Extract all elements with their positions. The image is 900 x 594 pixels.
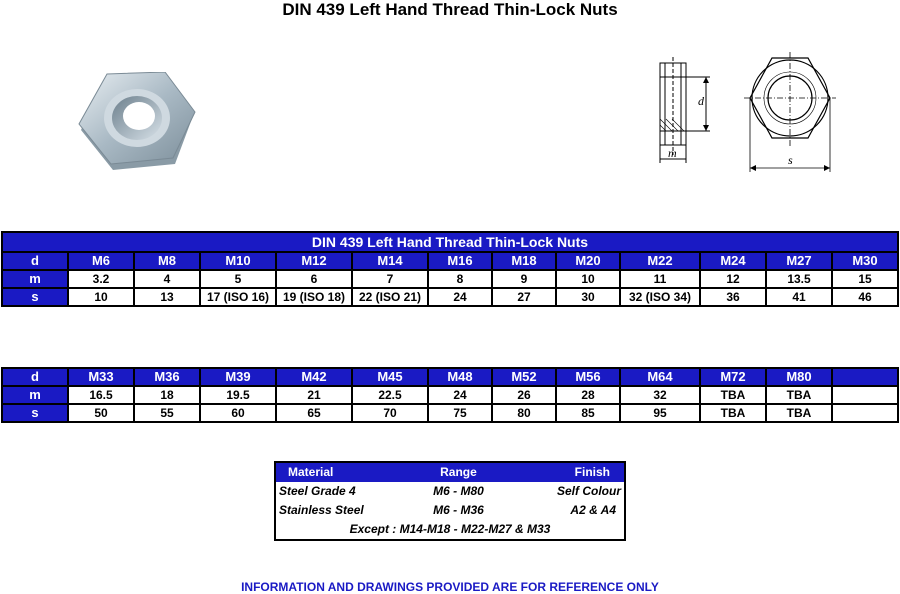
dimensions-table-1: [1, 231, 899, 307]
table-cell: 10: [68, 288, 134, 306]
table-cell: 27: [492, 288, 556, 306]
label-d: d: [698, 94, 704, 108]
size-header-cell: M42: [276, 368, 352, 386]
table-cell: 8: [428, 270, 492, 288]
front-view-drawing: [740, 50, 840, 175]
label-m: m: [668, 146, 677, 160]
table-cell: TBA: [700, 386, 766, 404]
table2-row-s: [2, 404, 898, 422]
material-note: Except : M14-M18 - M22-M27 & M33: [349, 522, 551, 536]
table-cell: 85: [556, 404, 620, 422]
table-cell: 32 (ISO 34): [620, 288, 700, 306]
size-header-cell: M80: [766, 368, 832, 386]
size-header-cell: M27: [766, 252, 832, 270]
material-range: M6 - M36: [433, 503, 484, 517]
table-cell: 6: [276, 270, 352, 288]
disclaimer-footer: INFORMATION AND DRAWINGS PROVIDED ARE FOR REFERENCE ONLY: [241, 580, 659, 594]
material-finish: A2 & A4: [570, 503, 616, 517]
material-finish: Self Colour: [556, 484, 621, 498]
table-cell: [832, 404, 898, 422]
table-cell: TBA: [766, 404, 832, 422]
size-header-cell: M64: [620, 368, 700, 386]
table-cell: 10: [556, 270, 620, 288]
material-range: M6 - M80: [433, 484, 484, 498]
table-cell: 28: [556, 386, 620, 404]
material-note-row: [275, 520, 625, 540]
size-header-cell: M24: [700, 252, 766, 270]
row-label: m: [2, 386, 68, 404]
material-name: Stainless Steel: [279, 503, 364, 517]
table-cell: TBA: [700, 404, 766, 422]
table-cell: 50: [68, 404, 134, 422]
size-header-cell: M20: [556, 252, 620, 270]
table-cell: 15: [832, 270, 898, 288]
material-name: Steel Grade 4: [279, 484, 356, 498]
hex-nut-image: [75, 72, 200, 177]
size-header-cell: M52: [492, 368, 556, 386]
table-cell: 36: [700, 288, 766, 306]
size-header-cell: M72: [700, 368, 766, 386]
table-cell: 60: [200, 404, 276, 422]
size-header-cell: M10: [200, 252, 276, 270]
table-cell: 22.5: [352, 386, 428, 404]
table-cell: 55: [134, 404, 200, 422]
size-header-cell: M14: [352, 252, 428, 270]
size-header-cell: M30: [832, 252, 898, 270]
side-view-drawing: [640, 55, 720, 170]
table-cell: 5: [200, 270, 276, 288]
table-cell: 4: [134, 270, 200, 288]
size-header-cell: M22: [620, 252, 700, 270]
table-cell: 11: [620, 270, 700, 288]
table-cell: 9: [492, 270, 556, 288]
size-header-cell: M8: [134, 252, 200, 270]
table2-row-d: [2, 368, 898, 386]
size-header-cell: M39: [200, 368, 276, 386]
row-label: d: [2, 368, 68, 386]
table-cell: 22 (ISO 21): [352, 288, 428, 306]
table-cell: 46: [832, 288, 898, 306]
table-cell: 16.5: [68, 386, 134, 404]
table-caption: DIN 439 Left Hand Thread Thin-Lock Nuts: [2, 232, 898, 252]
table-cell: 24: [428, 386, 492, 404]
table-cell: 18: [134, 386, 200, 404]
size-header-cell: M48: [428, 368, 492, 386]
table-cell: 13: [134, 288, 200, 306]
table-cell: 80: [492, 404, 556, 422]
table-cell: 95: [620, 404, 700, 422]
table-cell: 24: [428, 288, 492, 306]
table-cell: 17 (ISO 16): [200, 288, 276, 306]
header-finish: Finish: [506, 462, 625, 482]
size-header-cell: M12: [276, 252, 352, 270]
table-cell: 32: [620, 386, 700, 404]
table-cell: 13.5: [766, 270, 832, 288]
table-cell: 21: [276, 386, 352, 404]
row-label: s: [2, 288, 68, 306]
size-header-cell: M45: [352, 368, 428, 386]
size-header-cell: M18: [492, 252, 556, 270]
page-title: DIN 439 Left Hand Thread Thin-Lock Nuts: [282, 0, 618, 19]
size-header-cell: [832, 368, 898, 386]
table-cell: 19 (ISO 18): [276, 288, 352, 306]
material-row: [275, 482, 625, 501]
materials-table: [274, 461, 626, 541]
table1-row-d: [2, 252, 898, 270]
size-header-cell: M16: [428, 252, 492, 270]
header-material: Material: [275, 462, 411, 482]
table-cell: 65: [276, 404, 352, 422]
size-header-cell: M36: [134, 368, 200, 386]
materials-header-row: [275, 462, 625, 482]
table-cell: 3.2: [68, 270, 134, 288]
table-cell: 30: [556, 288, 620, 306]
table-cell: 7: [352, 270, 428, 288]
table-cell: 75: [428, 404, 492, 422]
size-header-cell: M6: [68, 252, 134, 270]
label-s: s: [788, 153, 793, 167]
material-row: [275, 501, 625, 520]
size-header-cell: M33: [68, 368, 134, 386]
table1-row-m: [2, 270, 898, 288]
row-label: s: [2, 404, 68, 422]
table-cell: 19.5: [200, 386, 276, 404]
header-range: Range: [411, 462, 506, 482]
table-cell: 12: [700, 270, 766, 288]
table1-row-s: [2, 288, 898, 306]
table-cell: 26: [492, 386, 556, 404]
dimensions-table-2: [1, 367, 899, 423]
table-cell: TBA: [766, 386, 832, 404]
table-cell: 70: [352, 404, 428, 422]
table-cell: 41: [766, 288, 832, 306]
row-label: m: [2, 270, 68, 288]
table2-row-m: [2, 386, 898, 404]
row-label: d: [2, 252, 68, 270]
table-cell: [832, 386, 898, 404]
size-header-cell: M56: [556, 368, 620, 386]
